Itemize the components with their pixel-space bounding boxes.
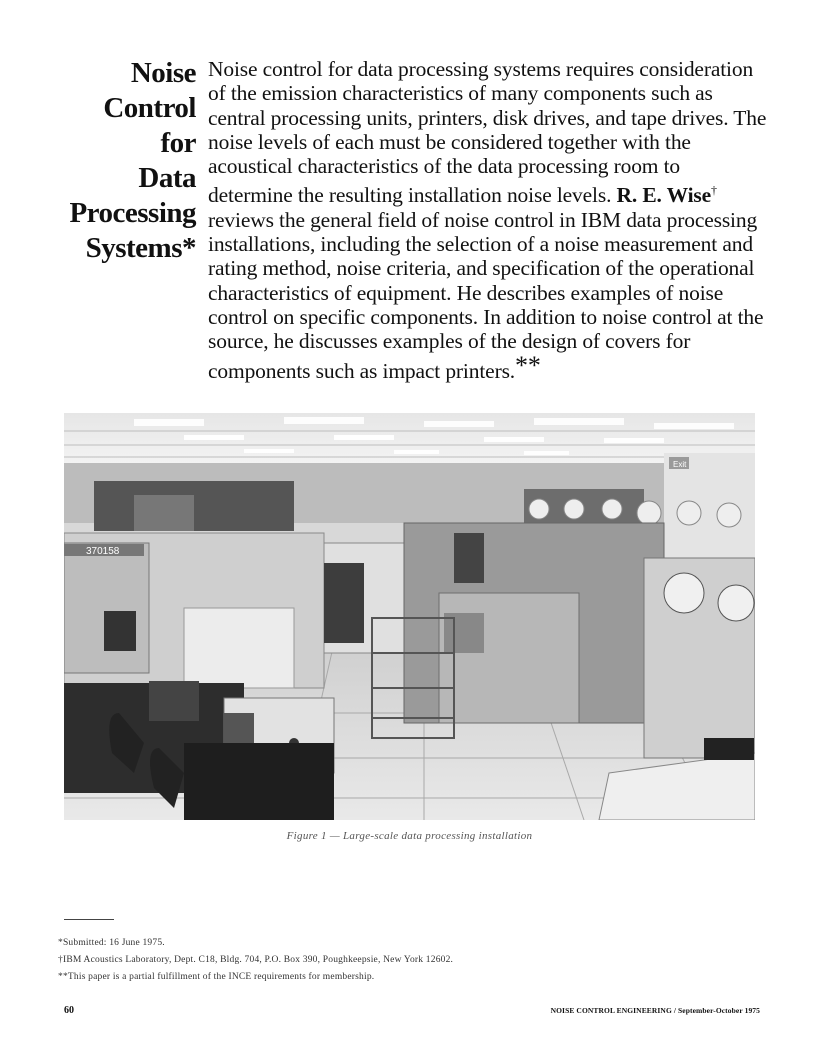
background-cabinet bbox=[134, 495, 194, 531]
running-head: NOISE CONTROL ENGINEERING / September-October 1975 bbox=[550, 1006, 760, 1015]
footnote-rule bbox=[64, 919, 114, 920]
abstract-text-part-2: reviews the general field of noise control in IBM data processing installations, including the selection of a noise measurement and rating method, noise criteria, and specification of the operational characteristics of equipment. He describes examples of noise control on specific components. In addition to noise control at the source, he discusses examples of the design of covers for components such as impact printers. bbox=[208, 207, 764, 383]
title-line: Processing bbox=[69, 197, 196, 229]
footnote-membership: **This paper is a partial fulfillment of the INCE requirements for membership. bbox=[58, 972, 375, 982]
article-title bbox=[40, 56, 196, 266]
footnotes bbox=[58, 935, 453, 986]
title-line: Data bbox=[138, 162, 196, 194]
figure-photo bbox=[64, 413, 755, 820]
title-line: Control bbox=[103, 92, 196, 124]
disk-pack-rack bbox=[324, 563, 364, 643]
exit-sign-text: Exit bbox=[673, 460, 687, 469]
cpu-panel bbox=[454, 533, 484, 583]
abstract-text-part-1: Noise control for data processing systems requires consideration of the emission characteristics of many components such as central processing units, printers, disk drives, and tape drives. The noise levels of each must be considered together with the acoustical characteristics of the data processing room to determine the resulting installation noise levels. bbox=[208, 57, 767, 208]
figure-caption: Figure 1 — Large-scale data processing installation bbox=[286, 830, 533, 842]
author-name: R. E. Wise bbox=[616, 183, 712, 208]
photo-illustration bbox=[64, 413, 755, 820]
printer-stand bbox=[184, 743, 334, 820]
title-line: Noise bbox=[130, 57, 196, 89]
title-line: for bbox=[160, 127, 196, 159]
dagger-footnote-mark: † bbox=[711, 183, 717, 198]
page-number: 60 bbox=[64, 1005, 74, 1016]
control-panel-cabinet bbox=[64, 543, 149, 673]
tape-reel bbox=[718, 585, 754, 621]
double-star-footnote-mark: ** bbox=[515, 350, 541, 380]
footnote-affiliation: †IBM Acoustics Laboratory, Dept. C18, Bldg. 704, P.O. Box 390, Poughkeepsie, New York 12602. bbox=[58, 955, 454, 965]
abstract-paragraph bbox=[208, 57, 768, 383]
title-line: Systems* bbox=[85, 232, 196, 264]
tape-reel bbox=[664, 573, 704, 613]
disk-unit bbox=[439, 593, 579, 723]
keyboard bbox=[149, 681, 199, 721]
control-panel bbox=[104, 611, 136, 651]
desk-device bbox=[704, 738, 754, 760]
unit-number-label: 370158 bbox=[86, 546, 120, 557]
footnote-submitted: *Submitted: 16 June 1975. bbox=[58, 938, 165, 948]
crt-terminal bbox=[184, 608, 294, 688]
